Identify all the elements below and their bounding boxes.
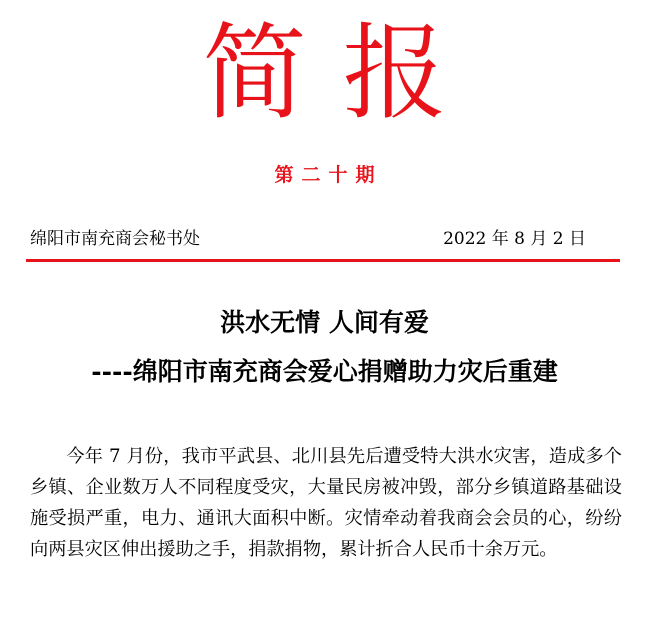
red-divider bbox=[26, 259, 620, 262]
issue-date: 2022 年 8 月 2 日 bbox=[443, 229, 586, 249]
bulletin-masthead: 简报 bbox=[202, 12, 483, 134]
issuer-organization: 绵阳市南充商会秘书处 bbox=[30, 229, 200, 249]
article-title: 洪水无情 人间有爱 bbox=[220, 308, 429, 337]
article-paragraph: 今年 7 月份，我市平武县、北川县先后遭受特大洪水灾害，造成多个乡镇、企业数万人不同程度受灾，大量民房被冲毁，部分乡镇道路基础设施受损严重，电力、通讯大面积中断。灾情牵动着我商会会员的心，纷纷向两县灾区伸出援助之手，捐款捐物，累计折合人民币十余万元。 bbox=[30, 446, 622, 560]
issuer-row bbox=[30, 226, 620, 252]
issue-number: 第二十期 bbox=[274, 164, 383, 186]
article-subtitle: ----绵阳市南充商会爱心捐赠助力灾后重建 bbox=[91, 357, 558, 386]
